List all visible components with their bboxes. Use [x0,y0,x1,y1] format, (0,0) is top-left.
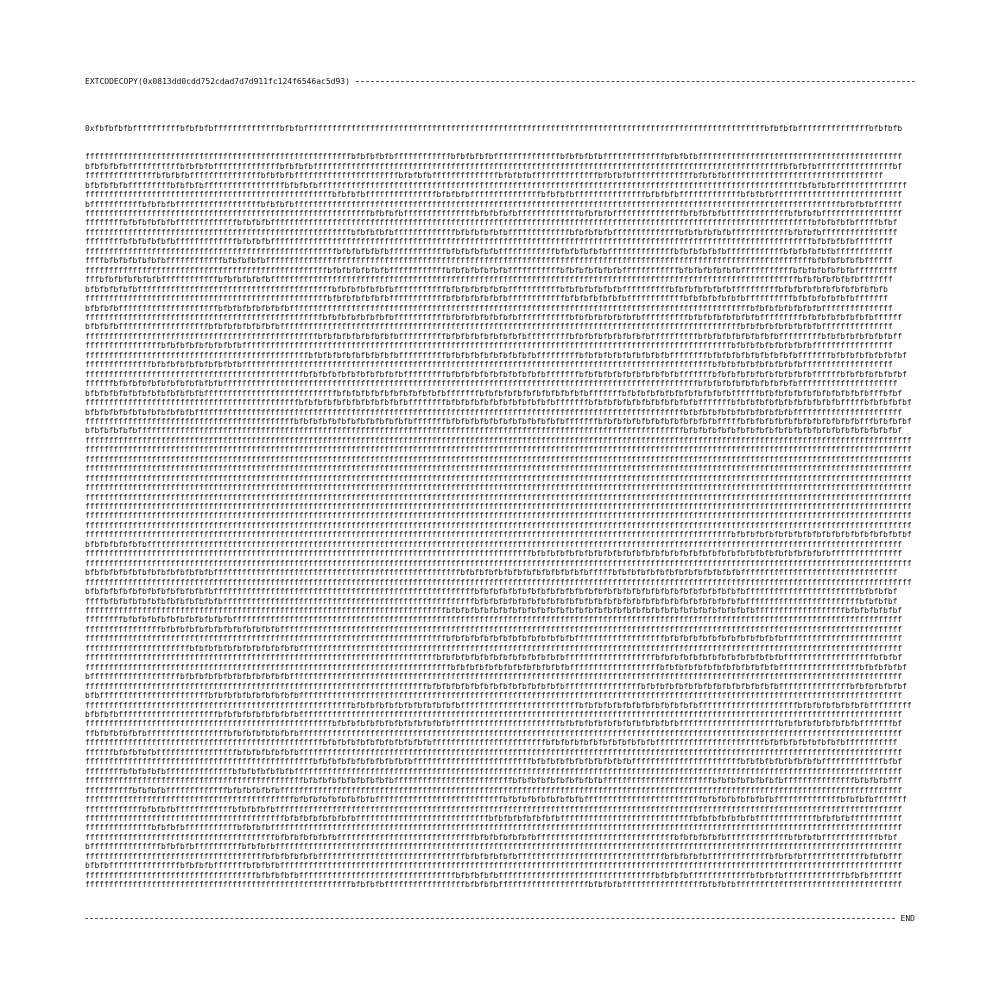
hex-line: fffffffffffffffffffffffffffffffffffffffffffffffbfbfbfbfbfbfbfbfbfbffffffffffbfbfbfbfbfbfbfbfbfbfffffffffbfbfbfbfbfbfbfbfbfbffffffffbfbfbfbfbfbfbfbfbfbfffffffbfbfbfbfbfbfbfbf [85,350,907,360]
hex-line: ffffffffffffffffffffffffffffffffffffffffffffffffffffffffffffffffffffffffffffffffffffffffffffffffffffffffffffffffffffffffffffffffffffffffffffffffffffffffffffffffffffffffffffff [85,577,912,587]
hex-line: ffffffffffffffffbfbfbfbfbfbfbfbfbfffffffffffffffffffffffffffffffffffffffffffffffffffffffffffffffffffffffffffffffffffffffffffffffffffffffbfbfbfbfbfbfbfbfbfffffffffffffffff [85,341,893,351]
hex-line: fffffffffffffffffffffffffffffffffffffffffffffffffffffffffffffffffffffffffffffbfbfbfbfbfbfbfbfbfbfbfbfbfffffffffffffffffffbfbfbfbfbfbfbfbfbfbfbfbfbfffffffffffffffffbfbfbfbfbf [85,662,907,672]
hex-line: fffffffffffffffffffffffffffffffffffffffffffffbfbfbfbfbfbfbfbfbfbfbfbffffffffbfbfbfbfbfbfbfbfbfbfbfbfffffffbfbfbfbfbfbfbfbfbfbfbfbfffffffbfbfbfbfbfbfbfbfbfbfbfbfffffbfbfbfbfbf [85,398,912,408]
hex-line: fffffffffffffffffffffffffffffffffffffffffffffffffbfbfbfbfbfbfbfbfbffffffffffbfbfbfbfbfbfbfbfbfffffffffbfbfbfbfbfbfbfbfbffffffffffbfbfbfbfbfbfbfbfbfffffffffbfbfbfbfbfbfbfbff [85,331,903,341]
hex-line: fffffffffffffffffffffffffffffffffffffffffffffffffffbfbfbfbfbfbfbffffffffffffbfbfbfbfbfbfbfffffffffffbfbfbfbfbfbfbffffffffffffbfbfbfbfbfbfbfffffffffffbfbfbfbfbfbfbfffffffff [85,265,898,275]
hex-line: ffffffffffffffffffffffffffffffffffffffffffffffffffffbfbfbfbfbfbfbfbfbfbfbfbfbfffffffffffffffffffffffbfbfbfbfbfbfbfbfbfbfbfbfbfffffffffffffffffffffbfbfbfbfbfbfbfbfbfffffffbf [85,719,903,729]
hex-line: bfbfffffffffffffffffffffffbfbfbfbfbfbfbfbfbfbfffffffffffffffffffffffffffffffffffffffffffffffffffffffffffffffffffffffffffffffffffffffffffffffffffffffffffffffffffffffffffffff [85,691,903,701]
hex-line: fffffffffffffffffffffffffffffffffffffffffffffffffffbfbfbfbfbfbfbffffffffffffbfbfbfbfbfbfbffffffffffffbfbfbfbfbfbfbffffffffffffbfbfbfbfbfbfbffffffffffbfbfbfbfbfbfbfffffff [85,294,888,304]
hex-line: ffffffffffffffffffffffffffffffffffffffbfbfbfbfbfbfffffffffffffffffffffffffffffffbfbfbfbfbfbfffffffffffffffffffffffffffffffbfbfbfbfbfffffffffffffbfbfbfbfffffffffffffbfbfbfff [85,851,903,861]
hex-line: bfbfbfbfbfbfbfbfbfbfbfbfbfbfffffffffffffffffffffffffffffffffffffffffffffffffffffffbfbfbfbfbfbfbfbfbfbfbfbfbfbfbfbfbfbfbfbfbfbfbfbfbfbfbfbfbffffffffffffffffffffffffbfbfbfbf [85,587,898,597]
hex-line: ffffffffffffffffffffffffffffffffffffffffffffffffffffffffbfbfbfbfffffffffffffffffbfbfbfbfffffffffffffffffffbfbfbfbfffffffffffffffffbfbfbfbfffffffffffffffffffffffffffffffffff [85,880,903,890]
hex-line: ffffffffffffffffffffffffffffffffffffffffffffffffffffffffffffffffffffffffffffbfbfbfbfbfbfbfbfbfbfbfbfbfbfbfbfbfbfbfbfbfbfbfbfbfbfbfbfbfbfbfbfbfffffffffffffffffffbfbfbfbfbfbf [85,606,903,616]
hex-line: bfbfbfbfbfbfbfbfbfbfbfbfbffffffffffffffffffffffffffffbfbfbfbfbfbfbfbfbfbfbfbfffffffbfbfbfbfbfbfbfbfbfbfbfbfffffffbfbfbfbfbfbfbfbfbfbfbfbffffffbfbfbfbfbfbfbfbfbfbfbfbfffbfbf [85,388,903,398]
hex-line: ffffbfbfbfbfbfbfbfbfbfbfbfbfbfffffffffffffffffffffffffffffffffffffffffffffffffffffbfbfbfbfbfbfbfbfbfbfbfbfbfbfbfbfbfbfbfbfbfbfbfbfbfbfbfbfbffffffffffffffffffffffffbfbfbfbf [85,596,898,606]
hex-line: ffffffffbfbfbfbfbfbfffffffffffffbfbfbfbffffffffffffffffffffffffffffffffffffffffffffffffffffffffffffffffffffffffffffffffffffffffffffffffffffffffffffffffffbfbfbfbfbffffffff [85,237,893,247]
hex-line: ffffffffffffffffbfbfbfbfbfbfbfbfbfbfbfbfbfffffffffffffffffffffffffffffffffffffffffffffffffffffffffffffffffffffffffffffffffffffffffffffffffffffffffffffffffffffffffffffffffff [85,624,903,634]
hex-line: ffffffffffffffffffffffffffffffffffffffffffffbfbfbfbfbfbfbfbfbfbfbfbfbfffffffbfbfbfbfbfbfbfbfbfbfbfbfbfffffffbfbfbfbfbfbfbfbfbfbfbfbfbfffffbfbfbfbfbfbfbfbfbfbfbfbfbfffbfbfbfbf [85,416,912,426]
hex-line: ffffffffffffffffffffffffffffffffffffffffffffffffffffffffbfbfbfbfbfbfbfbfbfbfbfbfffffffffffffffffffffffffbfbfbfbfbfbfbfbfbfbfbfbfbfffffffffffffffffffffbfbfbfbfbfbfbfbfffffffff [85,700,912,710]
hex-line: ffffffffbfbfbfbfbffffffffffffffbfbfbfbfbfbfbffffffffffffffffffffffffffffffffffffffffffffffffffffffffffffffffffffffffffffffffffffffffffffffffffffffffffffffffffffffffffffffff [85,766,903,776]
hex-line: ffffffffffffffffffffffffffffffffffffffffffffffffffffffffffffffffffffffffffffffffffffffffffffffbfbfbfbfbfbfbfbfbfbfbfbfbfbfbfbfbfbfbfbfbfbfbfbfbfbfbfbfbfbfbfbfffffffffffffff [85,549,903,559]
hex-line: ffffffffffffffffffffffffffffffffffffffffffffffbfbfbfbfbfbfbfbfbfbfffffffffffffffffffffffffbfbfbfbfbfbfbfbfbfbfffffffffffffffffffffffbfbfbfbfbfbfbfbfffffffffffffffbfbfbfbfff [85,776,903,786]
hex-line: ffffffffffffffffffffffffffffffffffffffffffffffffffffffffffffffffffffffffffffffffffffffffffffffffffffffffffffffffffffffffffffffffffffffffffffffffffffffffffffffffffffffffffffff [85,483,912,493]
hex-line: ffffffffffffffffffffffffffffffffffffffffffffffffffffffffffffbfbfbfbfffffffffffffffbfbfbfbfbfffffffffffffbfbfbfbfffffffffffffffbfbfbfbfbfffffffffffffbfbfbfbfffffffffffffffff [85,208,903,218]
hex-line: ffffffffffffffffffffffffffffffffffffffffffffffffffbfbfbfbfbfbfbfbfffffffffffbfbfbfbfbfbfbfbfffffffffffbfbfbfbfbfbfbfbffffffffffbfbfbfbfbfbfbfbfffffffffbfbfbfbfbfbfbfbffffff [85,312,903,322]
hex-line: ffffffffffbfbfbfbfffffffffffffbfbfbfbfbfbfffffffffffffffffffffffffffffffffffffffffffffffffffffffffffffffffffffffffffffffffffffffffffffffffffffffffffffffffffffffffffffffffff [85,785,903,795]
hex-line: ffffffffffffffffffffffffffffffffffffffffffffffffffffffffffffffffffffffffbfbfbfbfbfbfbfbfbfbfbfbfbfbfbffffffffffffffffbfbfbfbfbfbfbfbfbfbfbfbfbfbfbfffffffffffffffbfbfbfbfbfbf [85,681,907,691]
hex-line: ffffffffffffffffffffffffffffffffffffffffffffffffbfbfbfbfbfbfbfbfbfbfbfffffffffffffffffffffffffbfbfbfbfbfbfbfbfbfbfbfffffffffffffffffffffffbfbfbfbfbfbfbfbfbfffffffffffffbfbf [85,757,903,767]
hex-line: ffffffffffffffffffffffffffffffffffffffffffffffffffffffffbfbfbfbfbfffffffffffffbfbfbfbfbfbfffffffffffffbfbfbfbfbffffffffffffffbfbfbfbfbfbffffffffffffbfbfbfbffffffffffffffff [85,227,898,237]
hex-line: ffffffffffffffffffffffffffffffffffffffffffffffbfbfbfbfbfbfbfbfbfbfbfffffffffbfbfbfbfbfbfbfbfbfbfbfffffffbfbfbfbfbfbfbfbfbfbfbfffffffbfbfbfbfbfbfbfbfbfbfbffffffbfbfbfbfbfbfbf [85,369,907,379]
hex-line: ffffffbfbfbfbfbfbfbfbfbfbfbfbffffffffffffffffffffffffffffffffffffffffffffffffffffffffffffffffffffffffffffffffffffffffffffffffffffbfbfbfbfbfbfbfbfbfbfbfffffffffffffffffffff [85,379,898,389]
hex-line: fffffffffffffffbfbfbfbfffffffffffffffbfbfbfbffffffffffffffffffffffbfbfbfbffffffffffffffbfbfbfbffffffffffffffbfbfbfbfffffffffffffbfbfbfbfffffffffffffffffffffffffffffffff [85,171,884,181]
hex-line: bfbfbfbfbfbfbfbfbfbfbfbfbfbffffffffffffffffffffffffffffffffffffffffffffffffffffbfbfbfbfbfbfbfbfbfbfbfbfbfbfffffbfbfbfbfbfbfbfbfbfbfbfbfbfbfffffffffffffffffffffffffffffffff [85,568,898,578]
hex-line: bfffffffffffbfbfbfbffffffffffffffffffbfbfbfbfffffffffffffffffffffffffffffffffffffffffffffffffffffffffffffffffffffffffffffffffffffffffffffffffffffffffffffffffffbfbfbfbffffff [85,199,903,209]
end-label: END [900,914,915,923]
hex-line: ffffffffffffffffffffffffffffffffffffffffffffffffffffffffffffffffffffffffffffffffffffffffffffffffffffffffffffffffffffffffffffffffffffffffbfbfbfbfbfbfbfbfbfbfbfbfbfbfbfbfbfbfbf [85,530,912,540]
hex-line: ffffffffffffffffffffffffffffffffffffffffffbfbfbfbfbfbfbfbffffffffffffffffffffffffffffbfbfbfbfbfbfbfbffffffffffffffffffffffffffffbfbfbfbfbfbfbfffffffffffffbfbfbfbfffffffffff [85,813,903,823]
hex-line: ffffffffffffffffffffffbfbfbfbfbfbfbfbfbfbfbfbfffffffffffffffffffffffffffffffffffffffffffffffffffffffffffffffffffffffffffffffffffffffffffffffffffffffffffffffffffffffffffffff [85,643,903,653]
hex-line: ffffffffffffffffffffffffffffffffffffffffffffffffffffbfbfbfbfffffffffffffffbfbfbfbfffffffffffffffbfbfbfbfffffffffffffffbfbfbfbfffffffffffffbfbfbfbfffffffffffffffffffffffffff [85,190,903,200]
hex-line: ffffffffffffffffffffffffffffffffffffffffffffffffffffffffffffffffffffffffffffffffffffffffffffffffffffffffffffffffffffffffffffffffffffffffffffffffffffffffffffffffffffffffffffff [85,558,912,568]
hex-line: ffffffffffffffffffffffffffffffffffffffffffffffffffffffffffffffffffffffffffffffffffffffffffffffffffffffffffffffffffffffffffffffffffffffffffffffffffffffffffffffffffffffffffffff [85,464,912,474]
hex-line: ffffffffffffffffffffffffffffffffffffffffffffffffffffffffffffffffffffffffffffffffffffffffffffffffffffffffffffffffffffffffffffffffffffffffffffffffffffffffffffffffffffffffffffff [85,454,912,464]
dump-footer [85,913,915,924]
hex-line: ffffffffbfbfbfbfbfbfffffffffffffbfbfbfbffffffffffffffffffffffffffffffffffffffffffffffffffffffffffffffffffffffffffffffffffffffffffffffffffffffffffffffffffbfbfbfbfbfffffbfbf [85,218,898,228]
hex-line: bfbfbfbfbfbfffffffffffffffffffffffffffffffffffffffffbfbfbfbfbfbfbfffffffffffbfbfbfbfbfbfbfffffffffffbfbfbfbfbfbfbffffffffffbfbfbfbfbfbfbffffffffffbfbfbfbfbfbfbfbfbfbfbfb [85,284,888,294]
hex-line: bfbfbfbfbfbfbfffffffffffffffffffffffffffffffffffffffffffffffffffffffffffffffffffffffffffffffffffffffffffffffffffffffffffffffffffffffffffffffffffffffffffffffffffffffffffffff [85,539,903,549]
extcodecopy-dump [85,76,915,893]
hex-line: fffffffffffffffffffffffffffffffffffffffffffffffffffffbfbfbfbfbfbffffffffffffbfbfbfbfbfbffffffffffffbfbfbfbfbfbffffffffffffffbfbfbfbfbfbffffffffffffbfbfbfbfbfbffffffffffff [85,246,893,256]
dump-title: EXTCODECOPY(0x0813dd0cdd752cdad7d7d911fc124f6546ac5d93) [85,77,350,86]
hex-line: ffffffffffffffffffffffffffffffffffffffffbfbfbfbfbfbfbfffffffffffffffffffffffffffffbfbfbfbfbfbfbfffffffffffffffffffffffffffffbfbfbfbfbfbfffffffffffffbfbfbfbffffffffffffbfbf [85,832,898,842]
hex-line: ffffffffffffffffffffffffffffffffffffffffffffffffffffffffffffffffffffffffffffbfbfbfbfbfbfbfbfbfbfbfbfbfbfffffffffffffffffffbfbfbfbfbfbfbfbfbfbfbfbfbfffffffffffffffffffffffff [85,634,903,644]
hex-line: ffffffffffffffbfbfbfbfbfbfbfbfbfbfffffffffffffffffffffffffffffffffffffffffffffffffffffffffffffffffffffffffffffffffffffffffffffffffffbfbfbfbfbfbfbfbfbfbfffffffffffffffffff [85,360,893,370]
hex-line: bfffffffffffffffffffbfbfbfbfbfbfbfbfbfbfbfbfffffffffffffffffffffffffffffffffffffffffffffffffffffffffffffffffffffffffffffffffffffffffffffffffffffffffffffffffffffffffffffffff [85,672,903,682]
hex-line: bfbfbfbfbfffffffffbfbfbfbfffffffffffffffffbfbfbfbffffffffffffffffffffffffffffffffffffffffffffffffffffffffffffffffffffffffffffffffffffffffffffffffffffffbfbfbfbfffffffffffffff [85,180,907,190]
hex-line: bfbfbfbfffffffffffffffffffffbfbfbfbfbfbfbfbfffffffffffffffffffffffffffffffffffffffffffffffffffffffffffffffffffffffffffffffffffffffffffffffffbfbfbfbfbfbfbfbfffffffffffffff [85,303,893,313]
hex-line: ffbfbfbfbfbfbfffffffffffffffffbfbfbfbfbfbfbfbfffffffffffffffffffffffffffffffffffffffffffffffffffffffffffffffffffffffffffffffffffffffffffffffffffffffffffffffffffffffffffffff [85,728,903,738]
hex-line: bfbfbfbfbfbfffffffffffffffffffffffffffffffffffffffffffffffffffffffffffffffffffffffffffffffffffffffffffffffffffffffffffffffffffbfbfbfbfbfbfbfbfbfbfbfbfbfbfbfbfbfbfbfbfbfbfbf [85,426,903,436]
hex-line: bfffffffffffffffbfbfbfbffffffffffbfbfbfbffffffffffffffffffffffffffffffffffffffffffffffffffffffffffffffffffffffffffffffffffffffffffffffffffffffffffffffffffffffffffffffffffff [85,842,903,852]
hex-line: ffffffffffffffffffffffffffffffffffffffffffffffffffffffffffffffffffffffffffffffffffffffffffffffffffffffffffffffffffffffffffffffffffffffffffffffffffffffffffffffffffffffffffffff [85,520,912,530]
hex-line: bfbfbfbfffffffffffffffffffbfbfbfbfbfbfbfbfffffffffffffffffffffffffffffffffffffffffffffffffffffffffffffffffffffffffffffffffffffffffffffffffbfbfbfbfbfbfbfbfbfffffffffffffff [85,322,893,332]
hex-line: ffffffffbfbfbfbfbfbfbfbfbfbfbfbfffffffffffffffffffffffffffffffffffffffffffffffffffffffffffffffffffffffffffffffffffffffffffffffffffffffffffffffffffffffffffffffffffffffffffff [85,615,903,625]
hex-line: fffbfbfbfbfbfbfbffffffffffffbfbfbfbfbfbfffffffffffffffffffffffffffffffffffffffffffffffffffffffffffffffffffffffffffffffffffffffffffffffffffffffffffffffbfbfbfbfbfbfbfffffff [85,275,893,285]
footer-divider [85,918,895,919]
hex-line: bfbfbfffffffffffffffbfbfbfbfffffffbfbfbfbfffffffffffffffffffffffffffffffffffffffffffffffffffffffffffffffffffffffffffffffffffffffffffffffffffffffffffffffffffffffffffffffffff [85,861,903,871]
hex-line: bfbfbfbfbfffffffffffbfbfbfbffffffffffffffbfbfbfbfffffffffffffffffffffffffffffffffffffffffffffffffffffffffffffffffffffffffffffffffffffffffffffffffffbfbfbfbffffffffffffffffbf [85,161,903,171]
hex-line: bfbfbfbfffffffffffffffffffffbfbfbfbfbfbfbfbfbfffffffffffffffffffffffffffffffffffffffffffffffffffffffffffffffffffffffffffffffffffffffffffffffffffffffffffffffffffffffffffffff [85,710,903,719]
hex-line: ffffffffffffffffffffffffffffffffffffffffffffbfbfbfbfbfbfbfbfbfffffffffffffffffffffffffffbfbfbfbfbfbfbfbfbfffffffffffffffffffffffffbfbfbfbfbfbfbfbffffffffffffffbfbfbfbfffffff [85,795,907,805]
hex-line: ffffffffffffffffffffffffffffffffffffffffffffffffffffffffffffffffffffffffffffffffffffffffffffffffffffffffffffffffffffffffffffffffffffffffffffffffffffffffffffffffffffffffffffff [85,445,912,455]
hex-line: ffffffffffffffffffffffffffffffffffffffffffffffffffffffffbfbfbfbfbffffffffffffbfbfbfbfbffffffffffffffbfbfbfbfbfffffffffffffbfbfbfbfffffffffffffffffffffffffffffffffffffffffff [85,152,903,162]
hex-line: ffffffffffffffffffffffffffffffffffffffffffffffffffffffffffffffffffffffffffbfbfbfbfbfbfbfbfbfbfbfbfbfbfffffffffffffffffffbfbfbfbfbfbfbfbfbfbfbfbfbfbfffffffffffffffffffbfbfbf [85,653,903,663]
hex-line: ffffffffffffffffffffffffffffffffffffffffffffffffffbfbfbfbfbfbfbfbfbfbfbfbffffffffffffffffffffffffbfbfbfbfbfbfbfbfbfbfbfbfffffffffffffffffffffffbfbfbfbfbfbfbfbfbfffffffffff [85,738,898,748]
hex-line: ffffffffffffffbfbfbfbfffffffffffbfbfbfbfffffffffffffffffffffffffffffffffffffffffffffffffffffffffffffffffffffffffffffffffffffffffffffffffffffffffffffffffffffffffffffffffffff [85,823,903,833]
hex-line: ffffffffffffffffffffffffffffffffffffbfbfbfbfbfffffffffffffffffffffffffffffffffbfbfbfbfbfffffffffffffffffffffffffffffffffbfbfbfbfffffffffffffbfbfbfbfffffffffffffbfbfbfffffff [85,870,903,880]
hex-line: ffffffffffffffffffffffffffffffffffffffffffffffffffffffffffffffffffffffffffffffffffffffffffffffffffffffffffffffffffffffffffffffffffffffffffffffffffffffffffffffffffffffffffffff [85,511,912,521]
hex-first-line: 0xfbfbfbfbffffffffffbfbfbfbffffffffffffffbfbfbfffffffffffffffffffffffffffffffffffffffffffffffffffffffffffffffffffffffffffffffffffffffffffffffffbfbfbfbfffffffffffffffbfbfbfb [85,123,903,133]
hex-line: bfbfbfbfbfbfbfbfbfbfbfbfffffffffffffffffffffffffffffffffffffffffffffffffffffffffffffffffffffffffffffffffffffffffffffffffffffffbfbfbfbfbfbfbfbfbfbfbfbfffffffffffffffffffffff [85,407,903,417]
hex-line: ffffffffffffbfbfbfbffffffffffffbfbfbfbfbffffffffffffffffffffffffffffffffffffffffffffffffffffffffffffffffffffffffffffffffffffffffffffffffffffffffffffffffffffffffffffffffffff [85,804,903,814]
header-divider [356,81,915,82]
hex-line: ffffffbfbfbfbfbfffffffffffffffffbfbfbfbfbfbfbfffffffffffffffffffffffffffffffffffffffffffffffffffffffffffffffffffffffffffffffffffffffffffffffffffffffffffffffffffffffffffffff [85,747,903,757]
hex-line: ffffffffffffffffffffffffffffffffffffffffffffffffffffffffffffffffffffffffffffffffffffffffffffffffffffffffffffffffffffffffffffffffffffffffffffffffffffffffffffffffffffffffffffff [85,492,912,502]
dump-header [85,76,915,87]
hex-bytecode-dump [85,105,915,893]
hex-line: ffffffffffffffffffffffffffffffffffffffffffffffffffffffffffffffffffffffffffffffffffffffffffffffffffffffffffffffffffffffffffffffffffffffffffffffffffffffffffffffffffffffffffffff [85,502,912,512]
hex-line: ffffbfbfbfbfbfbfbffffffffffffbfbfbfbfbfffffffffffffffffffffffffffffffffffffffffffffffffffffffffffffffffffffffffffffffffffffffffffffffffffffffffffffffffffbfbfbfbfbfbffffff [85,256,893,266]
hex-line: ffffffffffffffffffffffffffffffffffffffffffffffffffffffffffffffffffffffffffffffffffffffffffffffffffffffffffffffffffffffffffffffffffffffffffffffffffffffffffffffffffffffffffffff [85,435,912,445]
hex-line: ffffffffffffffffffffffffffffffffffffffffffffffffffffffffffffffffffffffffffffffffffffffffffffffffffffffffffffffffffffffffffffffffffffffffffffffffffffffffffffffffffffffffffffff [85,473,912,483]
